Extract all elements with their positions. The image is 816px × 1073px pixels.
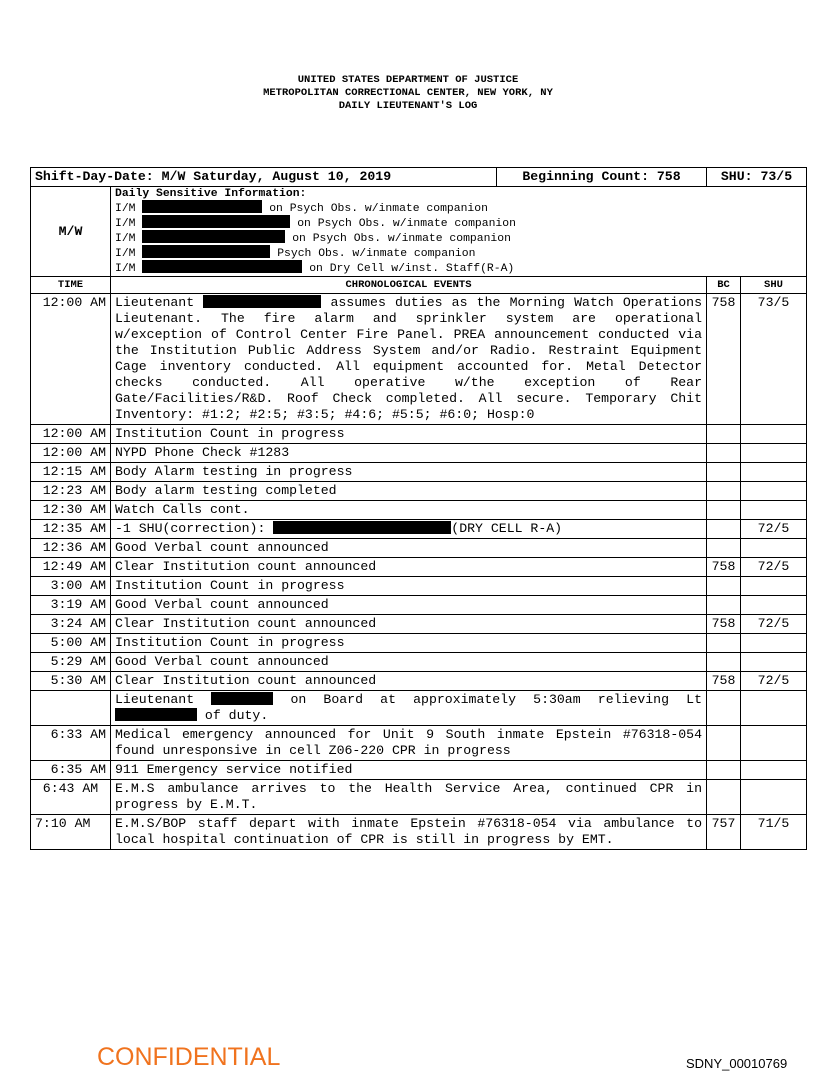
entry-time: 7:10 AM bbox=[31, 815, 111, 850]
log-entry bbox=[31, 672, 807, 691]
entry-bc: 758 bbox=[707, 672, 741, 691]
entry-event: NYPD Phone Check #1283 bbox=[111, 444, 707, 463]
entry-time: 3:24 AM bbox=[31, 615, 111, 634]
log-entry bbox=[31, 463, 807, 482]
entry-bc bbox=[707, 444, 741, 463]
shu-count: SHU: 73/5 bbox=[707, 168, 807, 187]
col-shu: SHU bbox=[741, 277, 807, 294]
entry-time: 3:00 AM bbox=[31, 577, 111, 596]
redaction bbox=[273, 521, 451, 534]
entry-time: 12:00 AM bbox=[31, 444, 111, 463]
entry-shu bbox=[741, 425, 807, 444]
entry-bc: 758 bbox=[707, 294, 741, 425]
sensitive-line: I/M on Dry Cell w/inst. Staff(R-A) bbox=[115, 260, 802, 275]
shift-row bbox=[31, 168, 807, 187]
entry-shu bbox=[741, 761, 807, 780]
entry-shu bbox=[741, 539, 807, 558]
log-entry bbox=[31, 425, 807, 444]
bates-number: SDNY_00010769 bbox=[686, 1056, 788, 1071]
entry-shu: 73/5 bbox=[741, 294, 807, 425]
entry-time: 12:36 AM bbox=[31, 539, 111, 558]
entry-event: Body Alarm testing in progress bbox=[111, 463, 707, 482]
log-entry bbox=[31, 815, 807, 850]
log-entry bbox=[31, 520, 807, 539]
entry-bc bbox=[707, 520, 741, 539]
entry-time: 12:00 AM bbox=[31, 425, 111, 444]
log-entry bbox=[31, 653, 807, 672]
entry-event: Clear Institution count announced bbox=[111, 558, 707, 577]
entry-shu bbox=[741, 634, 807, 653]
entry-time: 12:23 AM bbox=[31, 482, 111, 501]
sensitive-info-title: Daily Sensitive Information: bbox=[115, 188, 307, 200]
log-entry bbox=[31, 761, 807, 780]
entry-time: 12:00 AM bbox=[31, 294, 111, 425]
entry-event: Lieutenant on Board at approximately 5:30am relieving Lt of duty. bbox=[111, 691, 707, 726]
log-entry bbox=[31, 482, 807, 501]
document-header bbox=[0, 74, 816, 113]
shift-code: M/W bbox=[31, 187, 111, 277]
entry-time: 12:15 AM bbox=[31, 463, 111, 482]
entry-event: Clear Institution count announced bbox=[111, 615, 707, 634]
entry-time: 12:30 AM bbox=[31, 501, 111, 520]
header-log-title: DAILY LIEUTENANT'S LOG bbox=[338, 100, 478, 112]
entry-event: E.M.S ambulance arrives to the Health Service Area, continued CPR in progress by E.M.T. bbox=[111, 780, 707, 815]
entry-bc bbox=[707, 577, 741, 596]
entry-event: Good Verbal count announced bbox=[111, 653, 707, 672]
entry-shu bbox=[741, 482, 807, 501]
log-entry bbox=[31, 577, 807, 596]
redaction bbox=[142, 200, 262, 213]
redaction bbox=[142, 260, 302, 273]
entry-bc bbox=[707, 726, 741, 761]
log-entry bbox=[31, 596, 807, 615]
log-entry bbox=[31, 726, 807, 761]
entry-shu: 72/5 bbox=[741, 520, 807, 539]
entry-bc bbox=[707, 539, 741, 558]
entry-bc: 758 bbox=[707, 615, 741, 634]
entry-time: 6:35 AM bbox=[31, 761, 111, 780]
entry-time: 5:00 AM bbox=[31, 634, 111, 653]
entry-bc: 757 bbox=[707, 815, 741, 850]
entry-event: -1 SHU(correction): (DRY CELL R-A) bbox=[111, 520, 707, 539]
entry-shu bbox=[741, 726, 807, 761]
entry-bc bbox=[707, 596, 741, 615]
entry-event: Clear Institution count announced bbox=[111, 672, 707, 691]
entry-event: 911 Emergency service notified bbox=[111, 761, 707, 780]
entry-bc bbox=[707, 761, 741, 780]
entry-shu: 72/5 bbox=[741, 615, 807, 634]
entry-shu bbox=[741, 501, 807, 520]
entry-shu bbox=[741, 691, 807, 726]
sensitive-info-row bbox=[31, 187, 807, 277]
log-entry bbox=[31, 691, 807, 726]
entry-time: 5:30 AM bbox=[31, 672, 111, 691]
log-entry bbox=[31, 294, 807, 425]
log-entry bbox=[31, 539, 807, 558]
log-entry bbox=[31, 501, 807, 520]
entry-time: 12:49 AM bbox=[31, 558, 111, 577]
entry-bc bbox=[707, 501, 741, 520]
entry-event: Medical emergency announced for Unit 9 South inmate Epstein #76318-054 found unresponsive in cell Z06-220 CPR in progress bbox=[111, 726, 707, 761]
col-time: TIME bbox=[31, 277, 111, 294]
redaction bbox=[142, 245, 270, 258]
redaction bbox=[142, 230, 285, 243]
entry-event: E.M.S/BOP staff depart with inmate Epstein #76318-054 via ambulance to local hospital continuation of CPR is still in progress by EMT. bbox=[111, 815, 707, 850]
entry-time bbox=[31, 691, 111, 726]
entry-shu bbox=[741, 577, 807, 596]
entry-bc bbox=[707, 653, 741, 672]
entry-shu bbox=[741, 780, 807, 815]
sensitive-line: I/M on Psych Obs. w/inmate companion bbox=[115, 215, 802, 230]
entry-time: 12:35 AM bbox=[31, 520, 111, 539]
entry-event: Lieutenant assumes duties as the Morning Watch Operations Lieutenant. The fire alarm and sprinkler system are operational w/exception of Control Center Fire Panel. PREA announcement conducted via the Institution Public Address System and/or Radio. Restraint Equipment Cage inventory conducted. All equipment accounted for. Metal Detector checks conducted. All operative w/the exception of Rear Gate/Facilities/R&D. Roof Check completed. All secure. Temporary Chit Inventory: #1:2; #2:5; #3:5; #4:6; #5:5; #6:0; Hosp:0 bbox=[111, 294, 707, 425]
redaction bbox=[203, 295, 321, 308]
log-entry bbox=[31, 780, 807, 815]
header-agency: UNITED STATES DEPARTMENT OF JUSTICE bbox=[297, 74, 519, 86]
entry-shu: 72/5 bbox=[741, 558, 807, 577]
sensitive-line: I/M on Psych Obs. w/inmate companion bbox=[115, 200, 802, 215]
sensitive-info bbox=[111, 187, 807, 277]
redaction bbox=[142, 215, 290, 228]
entry-time: 6:33 AM bbox=[31, 726, 111, 761]
log-entry bbox=[31, 634, 807, 653]
shift-day-date: Shift-Day-Date: M/W Saturday, August 10, 2019 bbox=[31, 168, 497, 187]
redaction bbox=[211, 692, 273, 705]
col-events: CHRONOLOGICAL EVENTS bbox=[111, 277, 707, 294]
log-entry bbox=[31, 615, 807, 634]
entry-event: Body alarm testing completed bbox=[111, 482, 707, 501]
entry-event: Institution Count in progress bbox=[111, 634, 707, 653]
confidential-stamp: CONFIDENTIAL bbox=[97, 1043, 281, 1071]
entry-bc bbox=[707, 463, 741, 482]
col-bc: BC bbox=[707, 277, 741, 294]
entry-shu: 71/5 bbox=[741, 815, 807, 850]
log-entry bbox=[31, 558, 807, 577]
entry-shu: 72/5 bbox=[741, 672, 807, 691]
lieutenant-log-table bbox=[30, 167, 807, 850]
entry-shu bbox=[741, 653, 807, 672]
entry-bc bbox=[707, 634, 741, 653]
header-facility: METROPOLITAN CORRECTIONAL CENTER, NEW YORK, NY bbox=[263, 87, 553, 99]
entry-time: 5:29 AM bbox=[31, 653, 111, 672]
entry-time: 6:43 AM bbox=[31, 780, 111, 815]
entry-event: Good Verbal count announced bbox=[111, 596, 707, 615]
sensitive-line: I/M on Psych Obs. w/inmate companion bbox=[115, 230, 802, 245]
beginning-count: Beginning Count: 758 bbox=[497, 168, 707, 187]
entry-event: Institution Count in progress bbox=[111, 577, 707, 596]
entry-shu bbox=[741, 444, 807, 463]
column-header-row bbox=[31, 277, 807, 294]
entry-shu bbox=[741, 596, 807, 615]
entry-event: Institution Count in progress bbox=[111, 425, 707, 444]
entry-bc bbox=[707, 425, 741, 444]
entry-event: Good Verbal count announced bbox=[111, 539, 707, 558]
entry-event: Watch Calls cont. bbox=[111, 501, 707, 520]
entry-bc bbox=[707, 780, 741, 815]
entry-bc: 758 bbox=[707, 558, 741, 577]
redaction bbox=[115, 708, 197, 721]
entry-shu bbox=[741, 463, 807, 482]
sensitive-line: I/M Psych Obs. w/inmate companion bbox=[115, 245, 802, 260]
entry-bc bbox=[707, 482, 741, 501]
entry-time: 3:19 AM bbox=[31, 596, 111, 615]
log-entry bbox=[31, 444, 807, 463]
entry-bc bbox=[707, 691, 741, 726]
